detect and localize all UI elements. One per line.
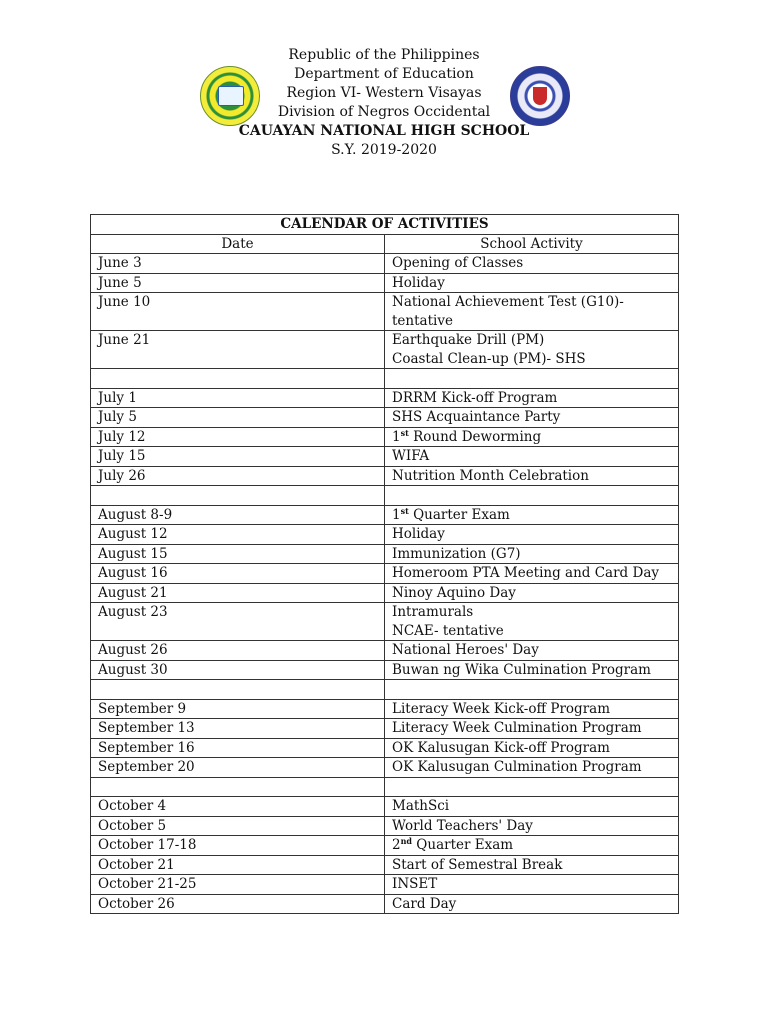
table-row — [91, 505, 679, 525]
activity-date: August 12 — [91, 525, 385, 545]
activity-line: National Heroes' Day — [392, 642, 539, 658]
calendar-table — [90, 214, 679, 914]
activity-description — [385, 369, 679, 389]
table-row — [91, 816, 679, 836]
activity-description — [385, 447, 679, 467]
table-row — [91, 719, 679, 739]
table-row — [91, 254, 679, 274]
activity-description — [385, 331, 679, 369]
activity-description — [385, 293, 679, 331]
header-line-republic: Republic of the Philippines — [288, 47, 480, 63]
activity-line: OK Kalusugan Culmination Program — [392, 759, 642, 775]
activity-line: Ninoy Aquino Day — [392, 584, 516, 601]
activity-description — [385, 544, 679, 564]
activity-line: NCAE- tentative — [392, 622, 504, 639]
table-row — [91, 273, 679, 293]
activity-date: August 8-9 — [91, 505, 385, 525]
activity-date: August 16 — [91, 564, 385, 584]
activity-date: July 15 — [91, 447, 385, 467]
column-header-date: Date — [91, 234, 385, 254]
activity-line: Earthquake Drill (PM) — [392, 332, 545, 348]
activity-description — [385, 641, 679, 661]
table-row — [91, 427, 679, 447]
table-row — [91, 777, 679, 797]
activity-description — [385, 466, 679, 486]
activity-line: OK Kalusugan Kick-off Program — [392, 739, 610, 756]
activity-description — [385, 777, 679, 797]
activity-date — [91, 680, 385, 700]
table-row — [91, 293, 679, 331]
ordinal-number: 1 — [392, 428, 401, 445]
table-row — [91, 486, 679, 506]
activity-line: Literacy Week Culmination Program — [392, 720, 642, 736]
activity-description — [385, 388, 679, 408]
activity-description — [385, 564, 679, 584]
activity-description — [385, 816, 679, 836]
activity-description — [385, 699, 679, 719]
activity-line: Nutrition Month Celebration — [392, 467, 589, 484]
activity-line: WIFA — [392, 448, 430, 464]
activity-line: Opening of Classes — [392, 255, 524, 271]
activity-description — [385, 603, 679, 641]
activity-date: July 12 — [91, 427, 385, 447]
activity-line: Literacy Week Kick-off Program — [392, 700, 610, 717]
activity-line: tentative — [392, 312, 453, 329]
activity-date: September 20 — [91, 758, 385, 778]
calendar-rows — [91, 254, 679, 914]
activity-date: September 13 — [91, 719, 385, 739]
table-row — [91, 369, 679, 389]
table-row — [91, 466, 679, 486]
activity-date: October 26 — [91, 894, 385, 914]
activity-date: September 16 — [91, 738, 385, 758]
activity-date: July 5 — [91, 408, 385, 428]
activity-line: Immunization (G7) — [392, 545, 521, 562]
activity-description — [385, 836, 679, 856]
activity-date: June 10 — [91, 293, 385, 331]
activity-line: Start of Semestral Break — [392, 856, 563, 873]
table-row — [91, 331, 679, 369]
header-line-region: Region VI- Western Visayas — [286, 85, 482, 101]
activity-description — [385, 719, 679, 739]
activity-date: September 9 — [91, 699, 385, 719]
table-row — [91, 603, 679, 641]
activity-text: Round Deworming — [408, 428, 542, 445]
activity-date: October 21-25 — [91, 875, 385, 895]
activity-date: June 5 — [91, 273, 385, 293]
activity-description — [385, 660, 679, 680]
activity-line: Coastal Clean-up (PM)- SHS — [392, 350, 586, 367]
activity-date: October 17-18 — [91, 836, 385, 856]
activity-line: National Achievement Test (G10)- — [392, 294, 624, 310]
activity-description — [385, 408, 679, 428]
activity-description — [385, 273, 679, 293]
activity-description — [385, 680, 679, 700]
school-seal-icon — [200, 66, 260, 126]
table-row — [91, 758, 679, 778]
table-row — [91, 699, 679, 719]
table-row — [91, 680, 679, 700]
activity-date: June 21 — [91, 331, 385, 369]
table-row — [91, 388, 679, 408]
activity-line: DRRM Kick-off Program — [392, 389, 558, 406]
activity-date — [91, 369, 385, 389]
table-row — [91, 738, 679, 758]
activity-description — [385, 738, 679, 758]
activity-description — [385, 254, 679, 274]
activity-date: October 4 — [91, 797, 385, 817]
activity-description — [385, 486, 679, 506]
table-row — [91, 894, 679, 914]
table-row — [91, 641, 679, 661]
activity-date: June 3 — [91, 254, 385, 274]
activity-description — [385, 583, 679, 603]
activity-date: August 23 — [91, 603, 385, 641]
activity-description — [385, 525, 679, 545]
activity-line: INSET — [392, 876, 438, 892]
activity-description — [385, 797, 679, 817]
table-row — [91, 583, 679, 603]
ordinal-suffix: st — [400, 505, 409, 516]
activity-date: August 26 — [91, 641, 385, 661]
header-line-division: Division of Negros Occidental — [277, 104, 491, 120]
activity-description — [385, 894, 679, 914]
header-line-department: Department of Education — [294, 66, 474, 82]
table-row — [91, 447, 679, 467]
activity-line: Homeroom PTA Meeting and Card Day — [392, 565, 659, 581]
table-row — [91, 544, 679, 564]
activity-line: Intramurals — [392, 604, 474, 620]
table-row — [91, 875, 679, 895]
activity-date — [91, 777, 385, 797]
activity-description — [385, 855, 679, 875]
activity-line: SHS Acquaintance Party — [392, 409, 561, 425]
ordinal-number: 1 — [392, 506, 401, 523]
activity-line: Buwan ng Wika Culmination Program — [392, 661, 651, 678]
table-row — [91, 797, 679, 817]
school-year: S.Y. 2019-2020 — [331, 142, 437, 158]
table-row — [91, 836, 679, 856]
activity-date: October 5 — [91, 816, 385, 836]
table-row — [91, 564, 679, 584]
table-row — [91, 855, 679, 875]
activity-date: October 21 — [91, 855, 385, 875]
activity-date — [91, 486, 385, 506]
activity-line: Holiday — [392, 526, 445, 542]
activity-date: August 15 — [91, 544, 385, 564]
table-title: CALENDAR OF ACTIVITIES — [91, 215, 679, 235]
activity-line: Card Day — [392, 895, 457, 912]
activity-line: MathSci — [392, 798, 450, 814]
activity-date: August 21 — [91, 583, 385, 603]
activity-date: July 26 — [91, 466, 385, 486]
activity-line: World Teachers' Day — [392, 817, 533, 834]
table-row — [91, 660, 679, 680]
ordinal-number: 2 — [392, 837, 401, 853]
activity-date: July 1 — [91, 388, 385, 408]
column-header-activity: School Activity — [385, 234, 679, 254]
activity-description — [385, 427, 679, 447]
ordinal-suffix: nd — [400, 836, 413, 846]
school-name: CAUAYAN NATIONAL HIGH SCHOOL — [238, 123, 530, 139]
ordinal-suffix: st — [400, 427, 409, 438]
table-row — [91, 408, 679, 428]
document-header — [0, 46, 768, 160]
activity-text: Quarter Exam — [412, 837, 514, 853]
activity-description — [385, 875, 679, 895]
deped-seal-icon — [510, 66, 570, 126]
activity-description — [385, 758, 679, 778]
activity-description — [385, 505, 679, 525]
activity-text: Quarter Exam — [408, 506, 510, 523]
table-row — [91, 525, 679, 545]
activity-line: Holiday — [392, 274, 445, 291]
activity-date: August 30 — [91, 660, 385, 680]
